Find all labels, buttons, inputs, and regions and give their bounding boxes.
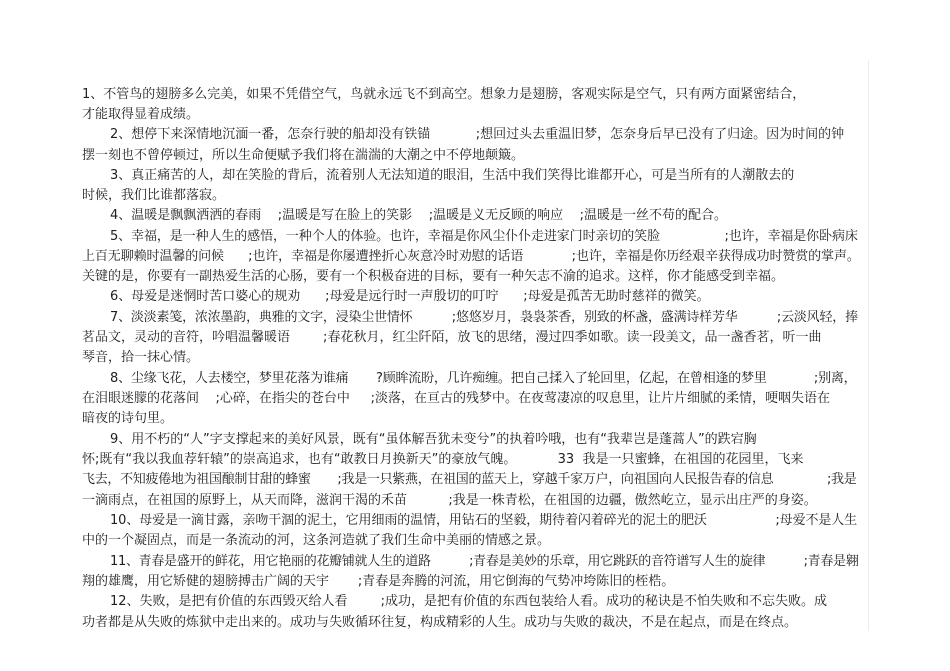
text-line: 12、失败，是把有价值的东西毁灭给人看 ;成功，是把有价值的东西包装给人看。成功的秘诀是不怕失败和不忘失败。成 <box>110 594 827 609</box>
text-line: 暗夜的诗句里。 <box>82 411 174 426</box>
text-line: 功者都是从失败的炼狱中走出来的。成功与失败循环往复，构成精彩的人生。成功与失败的裁决，不是在起点，而是在终点。 <box>82 615 798 630</box>
text-line: 怀;既有“我以我血荐轩辕”的崇高追求，也有“敢教日月换新天”的豪放气魄。 33 我是一只蜜蜂，在祖国的花园里，飞来 <box>82 452 804 467</box>
text-line: 茗品文，灵动的音符，吟唱温馨暖语 ;春花秋月，红尘阡陌，放飞的思绪，漫过四季如歌。读一段美文，品一盏香茗，听一曲 <box>82 330 822 345</box>
text-line: 关键的是，你要有一副热爱生活的心肠，要有一个积极奋进的目标，要有一种矢志不渝的追求。这样，你才能感受到幸福。 <box>82 269 785 284</box>
text-line: 摆一刻也不曾停顿过，所以生命便赋予我们将在湍湍的大潮之中不停地颠簸。 <box>82 148 525 163</box>
text-line: 5、幸福，是一种人生的感悟，一种个人的体验。也许，幸福是你风尘仆仆走进家门时亲切的笑脸 ;也许，幸福是你卧病床 <box>110 229 858 244</box>
page-edge <box>868 60 869 631</box>
text-line: 1、不管鸟的翅膀多么完美，如果不凭借空气，鸟就永远飞不到高空。想象力是翅膀，客观实际是空气，只有两方面紧密结合， <box>82 87 806 102</box>
text-line: 6、母爱是迷惘时苦口婆心的规劝 ;母爱是远行时一声殷切的叮咛 ;母爱是孤苦无助时慈祥的微笑。 <box>110 289 710 304</box>
text-line: 2、想停下来深情地沉湎一番，怎奈行驶的船却没有铁锚 ;想回过头去重温旧梦，怎奈身后早已没有了归途。因为时间的钟 <box>110 127 845 142</box>
text-line: 时候，我们比谁都落寂。 <box>82 188 226 203</box>
text-line: 翔的雄鹰，用它矫健的翅膀搏击广阔的天宇 ;青春是奔腾的河流，用它倒海的气势冲垮陈旧的桎梏。 <box>82 574 675 589</box>
text-line: 10、母爱是一滴甘露，亲吻干涸的泥土，它用细雨的温情，用钻石的坚毅，期待着闪着碎光的泥土的肥沃 ;母爱不是人生 <box>110 513 858 528</box>
text-line: 琴音，拾一抹心情。 <box>82 350 200 365</box>
text-line: 飞去，不知疲倦地为祖国酿制甘甜的蜂蜜 ;我是一只紫燕，在祖国的蓝天上，穿越千家万户，向祖国向人民报告春的信息 ;我是 <box>82 472 857 487</box>
text-line: 11、青春是盛开的鲜花，用它艳丽的花瓣铺就人生的道路 ;青春是美妙的乐章，用它跳跃的音符谱写人生的旋律 ;青春是翱 <box>110 554 859 569</box>
text-line: 7、淡淡素笺，浓浓墨韵，典雅的文字，浸染尘世情怀 ;悠悠岁月，袅袅茶香，别致的杯盏，盛满诗样芳华 ;云淡风轻，捧 <box>110 310 858 325</box>
text-line: 3、真正痛苦的人，却在笑脸的背后，流着别人无法知道的眼泪，生活中我们笑得比谁都开心，可是当所有的人潮散去的 <box>110 168 795 183</box>
text-line: 4、温暖是飘飘洒洒的春雨 ;温暖是写在脸上的笑影 ;温暖是义无反顾的响应 ;温暖是一丝不苟的配合。 <box>110 208 727 223</box>
text-line: 9、用不朽的“人”字支撑起来的美好风景，既有“虽体解吾犹未变兮”的执着吟哦，也有“我辈岂是蓬蒿人”的跌宕胸 <box>110 432 757 447</box>
text-line: 8、尘缘飞花，人去楼空，梦里花落为谁痛 ?顾眸流盼，几许痴缠。把自己揉入了轮回里，亿起，在曾相逢的梦里 ;别离， <box>110 371 857 386</box>
text-line: 在泪眼迷朦的花落间 ;心碎，在指尖的苍台中 ;淡落，在亘古的残梦中。在夜莺凄凉的叹息里，让片片细腻的柔情，哽咽失语在 <box>82 391 830 406</box>
text-line: 上百无聊赖时温馨的问候 ;也许，幸福是你屡遭挫折心灰意冷时劝慰的话语 ;也许，幸福是你历经艰辛获得成功时赞赏的掌声。 <box>82 249 860 264</box>
text-line: 一滴雨点，在祖国的原野上，从天而降，滋润干渴的禾苗 ;我是一株青松，在祖国的边疆，傲然屹立，显示出庄严的身姿。 <box>82 493 817 508</box>
text-line: 中的一个凝固点，而是一条流动的河，这条河造就了我们生命中美丽的情感之景。 <box>82 533 551 548</box>
text-line: 才能取得显着成绩。 <box>82 107 200 122</box>
